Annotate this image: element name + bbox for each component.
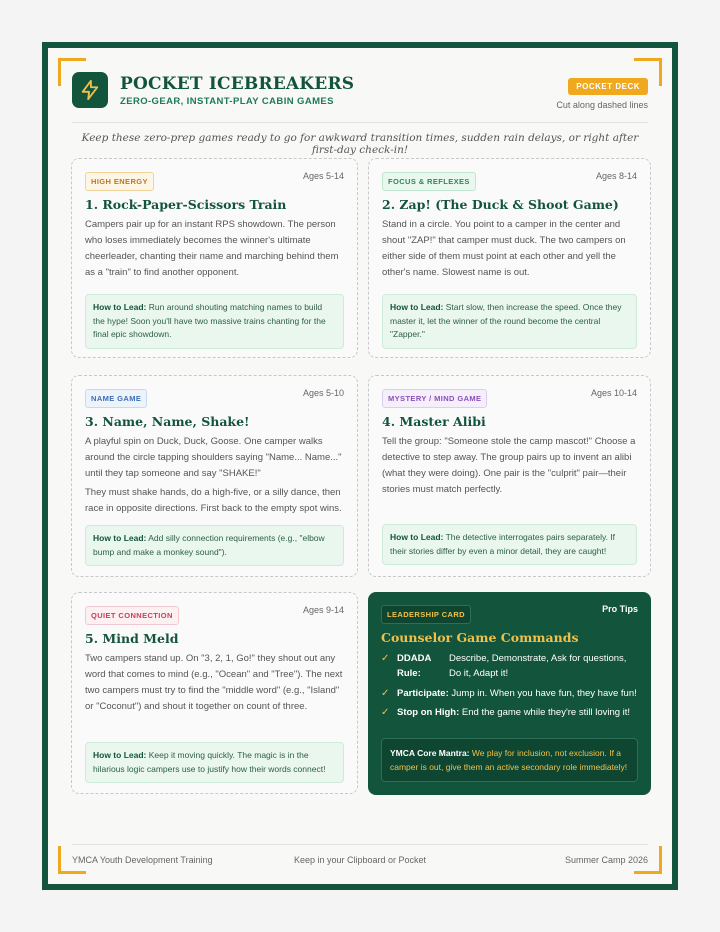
card-paragraph: Tell the group: "Someone stole the camp mascot!" Choose a detective to step away. The group pairs up to invent an alibi (what they were doing). One pair is the "culprit" pair—their stories must match perfectly. (382, 436, 636, 495)
core-mantra-box (381, 738, 638, 782)
card-title: 1. Rock-Paper-Scissors Train (85, 197, 287, 212)
category-tag: QUIET CONNECTION (85, 606, 179, 625)
leadership-card (368, 592, 651, 795)
card-paragraph: Stand in a circle. You point to a camper in the center and shout "ZAP!" that camper must duck. The two campers on either side of them must point at each other and yell the other's name. Slowest name is out. (382, 219, 626, 278)
game-card-rps-train (71, 158, 358, 358)
game-card-zap (368, 158, 651, 358)
card-paragraph: They must shake hands, do a high-five, or a silly dance, then race in opposite directions. First back to the empty spot wins. (85, 487, 342, 514)
command-key: Rule: (397, 668, 421, 679)
checkmark-icon: ✓ (381, 707, 390, 718)
page-title: POCKET ICEBREAKERS (120, 74, 355, 94)
age-range: Ages 5-10 (302, 388, 344, 398)
mantra-label: YMCA Core Mantra: (390, 748, 470, 758)
card-description (85, 217, 344, 281)
lead-label: How to Lead: (390, 532, 444, 542)
age-range: Ages 9-14 (302, 605, 344, 615)
lead-label: How to Lead: (390, 302, 444, 312)
lightning-bolt-icon (72, 72, 108, 108)
how-to-lead-box (382, 524, 637, 565)
page-subtitle: ZERO-GEAR, INSTANT-PLAY CABIN GAMES (120, 96, 334, 107)
command-key: DDADA (397, 653, 432, 664)
command-key: Participate: (397, 688, 449, 699)
lead-text: Run around shouting matching names to build the hype! Soon you'll have two massive trains chanting for the final epic showdown. (93, 302, 326, 339)
card-paragraph: Campers pair up for an instant RPS showdown. The person who loses immediately becomes the winner's ultimate cheerleader, chanting their name and marching behind them as a "train" to find another opponent. (85, 219, 339, 278)
footer-center: Keep in your Clipboard or Pocket (293, 855, 427, 865)
page-frame (42, 42, 678, 890)
intro-text: Keep these zero-prep games ready to go for awkward transition times, sudden rain delays, or right after first-day check-in! (81, 132, 639, 156)
card-paragraph: A playful spin on Duck, Duck, Goose. One camper walks around the circle tapping shoulders saying "Name... Name..." until they tap someone and say "SHAKE!" (85, 436, 342, 479)
lead-label: How to Lead: (93, 750, 147, 760)
mantra-text: We play for inclusion, not exclusion. If a camper is out, give them an active secondary role immediately! (390, 748, 628, 772)
footer (72, 844, 648, 865)
card-title: Counselor Game Commands (381, 630, 579, 645)
game-card-master-alibi (368, 375, 651, 577)
command-key: Stop on High: (397, 707, 460, 718)
card-title: 5. Mind Meld (85, 631, 179, 646)
command-stop-on-high (381, 705, 638, 720)
age-range: Ages 8-14 (595, 171, 637, 181)
card-title: 4. Master Alibi (382, 414, 486, 429)
footer-right: Summer Camp 2026 (564, 855, 648, 865)
command-text: Jump in. When you have fun, they have fun! (451, 688, 637, 699)
age-range: Ages 5-14 (302, 171, 344, 181)
how-to-lead-box (85, 294, 344, 349)
category-tag: HIGH ENERGY (85, 172, 154, 191)
category-tag: LEADERSHIP CARD (381, 605, 471, 624)
age-range: Ages 10-14 (590, 388, 637, 398)
game-card-mind-meld (71, 592, 358, 794)
category-tag: MYSTERY / MIND GAME (382, 389, 487, 408)
card-description (85, 434, 344, 517)
paper-sheet (48, 48, 672, 884)
lead-label: How to Lead: (93, 533, 147, 543)
lead-text: The detective interrogates pairs separately. If their stories differ by even a minor detail, they are caught! (390, 532, 616, 556)
pocket-deck-badge: POCKET DECK (568, 78, 648, 95)
card-description (382, 217, 637, 281)
header-divider (72, 122, 648, 123)
card-title: 3. Name, Name, Shake! (85, 414, 250, 429)
pro-tips-label: Pro Tips (602, 604, 638, 614)
checkmark-icon: ✓ (381, 653, 390, 664)
lead-text: Keep it moving quickly. The magic is in the hilarious logic campers use to justify how their words connect! (93, 750, 326, 774)
header (72, 72, 648, 116)
command-ddada-rule (381, 651, 638, 681)
command-text: Do it, Adapt it! (449, 668, 509, 679)
card-title: 2. Zap! (The Duck & Shoot Game) (382, 197, 619, 212)
how-to-lead-box (85, 525, 344, 566)
footer-left: YMCA Youth Development Training (72, 855, 213, 865)
how-to-lead-box (382, 294, 637, 349)
category-tag: FOCUS & REFLEXES (382, 172, 476, 191)
lead-text: Add silly connection requirements (e.g., "elbow bump and make a monkey sound"). (93, 533, 325, 557)
command-participate (381, 686, 638, 701)
card-paragraph: Two campers stand up. On "3, 2, 1, Go!" they shout out any word that comes to mind (e.g., "Ocean" and "Tree"). The next two campers must try to find the "middle word" (e.g., "Island" or "Coconut") and shout it together on count of three. (85, 653, 343, 712)
card-description (85, 651, 344, 715)
game-card-name-name-shake (71, 375, 358, 577)
how-to-lead-box (85, 742, 344, 783)
lead-label: How to Lead: (93, 302, 147, 312)
category-tag: NAME GAME (85, 389, 147, 408)
card-description (382, 434, 637, 498)
command-text: End the game while they're still loving it! (461, 707, 631, 718)
cut-note: Cut along dashed lines (556, 100, 648, 110)
command-text: Describe, Demonstrate, Ask for questions, (449, 653, 627, 664)
lead-text: Start slow, then increase the speed. Once they master it, let the winner of the round become the central "Zapper." (390, 302, 622, 339)
checkmark-icon: ✓ (381, 688, 390, 699)
